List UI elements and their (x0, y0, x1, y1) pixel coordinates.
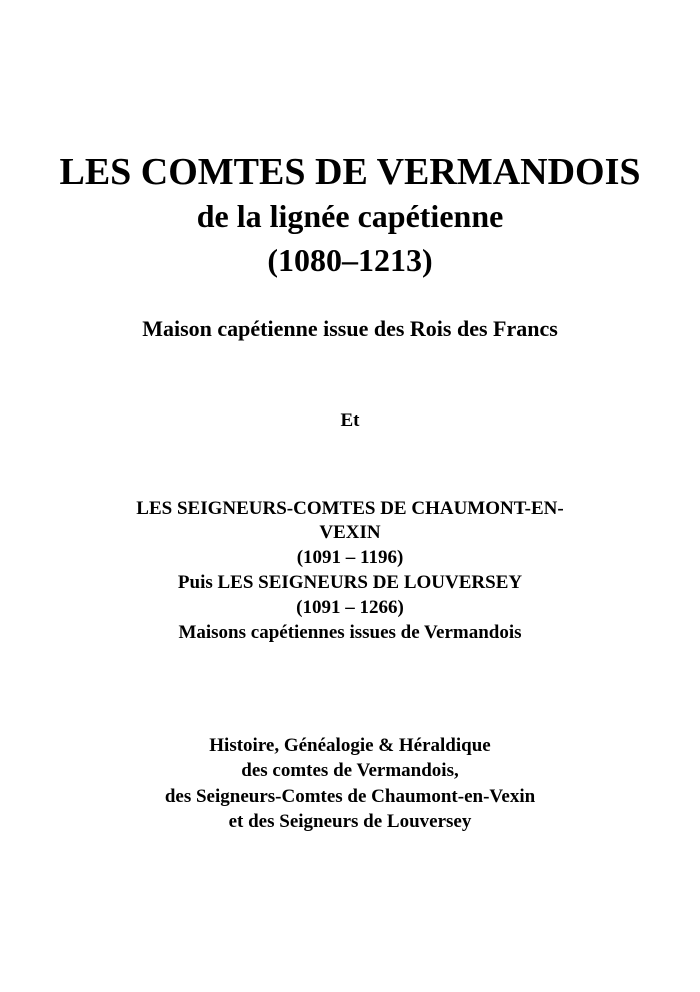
section3-line-1: Histoire, Généalogie & Héraldique (209, 735, 491, 756)
title-line-1: LES COMTES DE VERMANDOIS (59, 151, 641, 193)
title-line-2: de la lignée capétienne (196, 198, 504, 234)
subtitle: Maison capétienne issue des Rois des Francs (142, 316, 558, 341)
conjunction: Et (340, 410, 360, 431)
section2-line-6: Maisons capétiennes issues de Vermandois (178, 622, 522, 643)
title-dates: (1080–1213) (267, 242, 433, 278)
section3-line-2: des comtes de Vermandois, (241, 760, 459, 781)
section2-dates-1: (1091 – 1196) (296, 547, 404, 568)
section3-line-4: et des Seigneurs de Louversey (228, 811, 472, 832)
section2-line-1: LES SEIGNEURS-COMTES DE CHAUMONT-EN- (136, 498, 564, 519)
section2-line-4: Puis LES SEIGNEURS DE LOUVERSEY (177, 572, 523, 593)
section2-dates-2: (1091 – 1266) (296, 597, 404, 618)
section2-line-2: VEXIN (319, 522, 381, 543)
section3-line-3: des Seigneurs-Comtes de Chaumont-en-Vexin (164, 786, 536, 807)
